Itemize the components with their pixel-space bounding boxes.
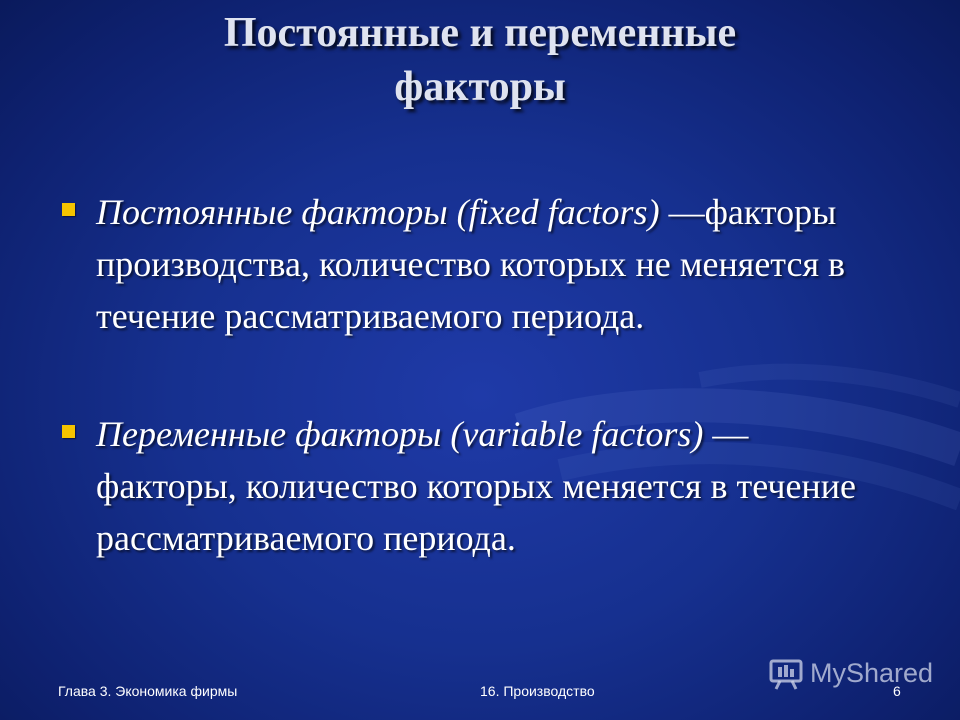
bullet-fixed-factors <box>60 186 880 342</box>
title-line-1: Постоянные и переменные <box>223 10 737 56</box>
myshared-watermark <box>768 656 933 690</box>
watermark-text: MyShared <box>810 657 934 688</box>
bullet-term: Постоянные факторы (fixed factors) <box>96 192 660 232</box>
bullet-list <box>60 186 880 564</box>
bullet-term: Переменные факторы (variable factors) <box>96 414 704 454</box>
page-number: 6 <box>893 683 901 699</box>
bullet-variable-factors <box>60 408 880 564</box>
bullet-square-icon <box>62 203 75 216</box>
myshared-logo-icon <box>768 656 804 690</box>
footer-topic: 16. Производство <box>480 683 595 699</box>
bullet-square-icon <box>62 425 75 438</box>
bullet-definition: — факторы, количество которых меняется в течение рассматриваемого периода. <box>96 414 856 558</box>
bullet-definition: —факторы производства, количество которых не меняется в течение рассматриваемого периода. <box>96 192 846 336</box>
title-line-2: факторы <box>394 64 566 110</box>
footer-chapter: Глава 3. Экономика фирмы <box>58 683 238 699</box>
slide-title <box>80 6 880 114</box>
